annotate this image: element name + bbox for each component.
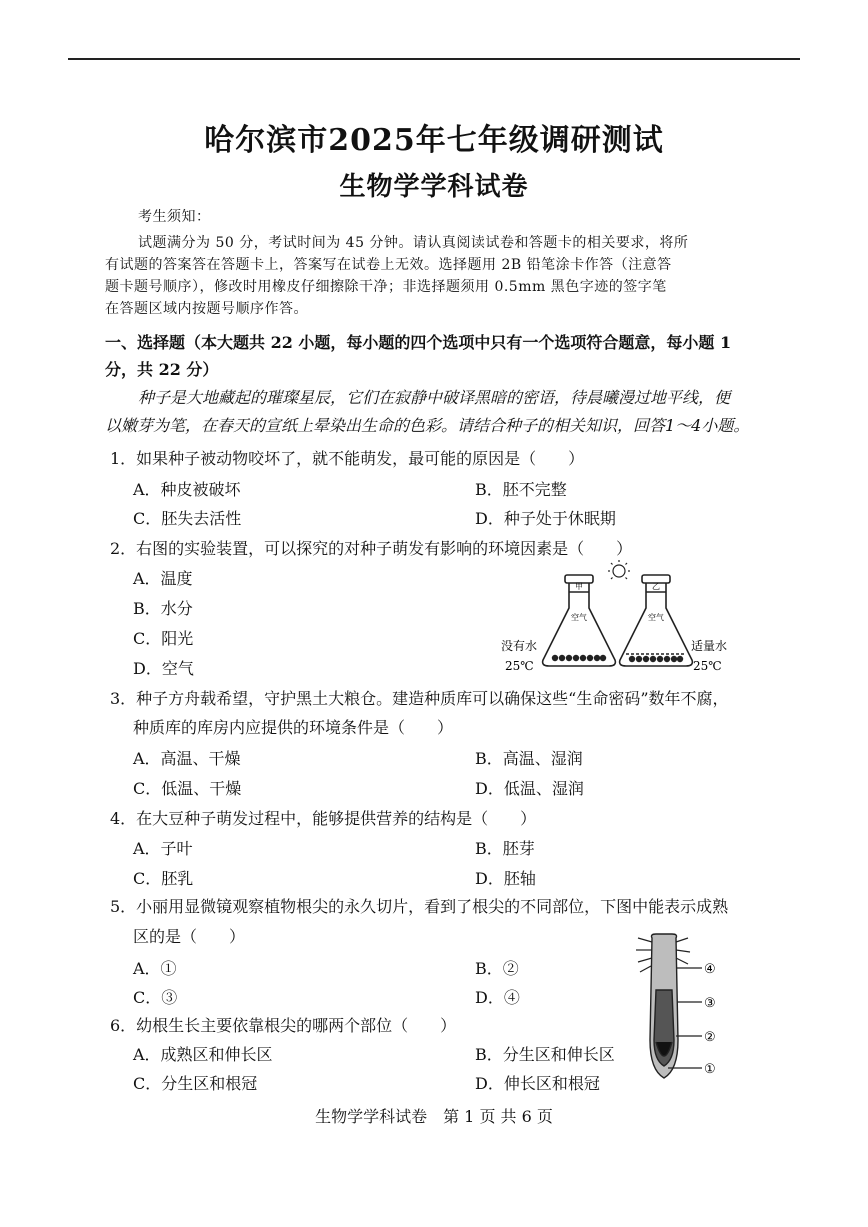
root-tip-figure (628, 930, 728, 1082)
question-2-stem: 2．右图的实验装置，可以探究的对种子萌发有影响的环境因素是（ ） (110, 539, 633, 558)
page-footer: 生物学学科试卷 第 1 页 共 6 页 (315, 1107, 553, 1126)
notice-heading: 考生须知： (138, 209, 211, 225)
q4-option-a: A．子叶 (133, 839, 193, 858)
root-tip-icon (636, 934, 702, 1078)
q1-option-c: C．胚失去活性 (133, 509, 242, 528)
section-heading-cont: 分，共 22 分） (105, 360, 219, 379)
q2-option-a: A．温度 (133, 569, 193, 588)
q5-option-b: B．② (475, 959, 519, 978)
flask-b-caption: 适量水 (691, 639, 728, 653)
q4-option-b: B．胚芽 (475, 839, 535, 858)
section-intro-cont: 以嫩芽为笔，在春天的宣纸上晕染出生命的色彩。请结合种子的相关知识，回答1～4小题。 (105, 416, 750, 435)
q3-option-b: B．高温、湿润 (475, 749, 583, 768)
q2-option-d: D．空气 (133, 659, 194, 678)
q3-option-d: D．低温、湿润 (475, 779, 584, 798)
notice-line: 试题满分为 50 分，考试时间为 45 分钟。请认真阅读试卷和答题卡的相关要求，将所 (138, 235, 689, 251)
flask-b-temp: 25℃ (693, 659, 722, 673)
section-heading: 一、选择题（本大题共 22 小题，每小题的四个选项中只有一个选项符合题意，每小题 1 (105, 333, 732, 352)
flask-a-air-label: 空气 (571, 613, 587, 622)
exam-title: 哈尔滨市2025年七年级调研测试 (204, 123, 664, 158)
notice-line: 有试题的答案答在答题卡上，答案写在试卷上无效。选择题用 2B 铅笔涂卡作答（注意答 (105, 257, 672, 273)
flask-a-temp: 25℃ (505, 659, 534, 673)
q4-option-c: C．胚乳 (133, 869, 194, 888)
root-label-2: ② (704, 1030, 716, 1045)
flask-b-label: 乙 (652, 582, 660, 591)
question-6-stem: 6．幼根生长主要依靠根尖的哪两个部位（ ） (110, 1016, 457, 1035)
question-3-stem: 3．种子方舟载希望，守护黑土大粮仓。建造种质库可以确保这些“生命密码”数年不腐， (110, 689, 729, 708)
question-3-stem-cont: 种质库的库房内应提供的环境条件是（ ） (133, 718, 454, 737)
q6-option-a: A．成熟区和伸长区 (133, 1045, 273, 1064)
root-label-1: ① (704, 1062, 716, 1077)
flask-a-label: 甲 (575, 582, 583, 591)
question-5-stem: 5．小丽用显微镜观察植物根尖的永久切片，看到了根尖的不同部位，下图中能表示成熟 (110, 897, 729, 916)
q2-option-c: C．阳光 (133, 629, 194, 648)
q6-option-c: C．分生区和根冠 (133, 1074, 258, 1093)
q6-option-d: D．伸长区和根冠 (475, 1074, 600, 1093)
flask-a-caption: 没有水 (501, 639, 538, 653)
q5-option-a: A．① (133, 959, 177, 978)
q4-option-d: D．胚轴 (475, 869, 536, 888)
q2-option-b: B．水分 (133, 599, 193, 618)
q1-option-a: A．种皮被破坏 (133, 480, 241, 499)
q1-option-b: B．胚不完整 (475, 480, 567, 499)
root-label-3: ③ (704, 996, 716, 1011)
root-label-4: ④ (704, 962, 716, 977)
sun-icon (608, 560, 630, 579)
q5-option-c: C．③ (133, 988, 178, 1007)
section-intro: 种子是大地藏起的璀璨星辰，它们在寂静中破译黑暗的密语，待晨曦漫过地平线，便 (138, 388, 731, 407)
seed-germination-flask-figure (495, 558, 735, 676)
exam-subtitle: 生物学学科试卷 (339, 172, 529, 202)
notice-line: 在答题区域内按题号顺序作答。 (105, 301, 308, 317)
q6-option-b: B．分生区和伸长区 (475, 1045, 615, 1064)
top-rule (68, 58, 800, 60)
q3-option-a: A．高温、干燥 (133, 749, 241, 768)
q1-option-d: D．种子处于休眠期 (475, 509, 616, 528)
q3-option-c: C．低温、干燥 (133, 779, 242, 798)
notice-line: 题卡题号顺序），修改时用橡皮仔细擦除干净；非选择题须用 0.5mm 黑色字迹的签字笔 (105, 279, 667, 295)
flask-b-air-label: 空气 (648, 613, 664, 622)
question-5-stem-cont: 区的是（ ） (133, 927, 246, 946)
question-1-stem: 1．如果种子被动物咬坏了，就不能萌发，最可能的原因是（ ） (110, 449, 585, 468)
q5-option-d: D．④ (475, 988, 520, 1007)
question-4-stem: 4．在大豆种子萌发过程中，能够提供营养的结构是（ ） (110, 809, 537, 828)
